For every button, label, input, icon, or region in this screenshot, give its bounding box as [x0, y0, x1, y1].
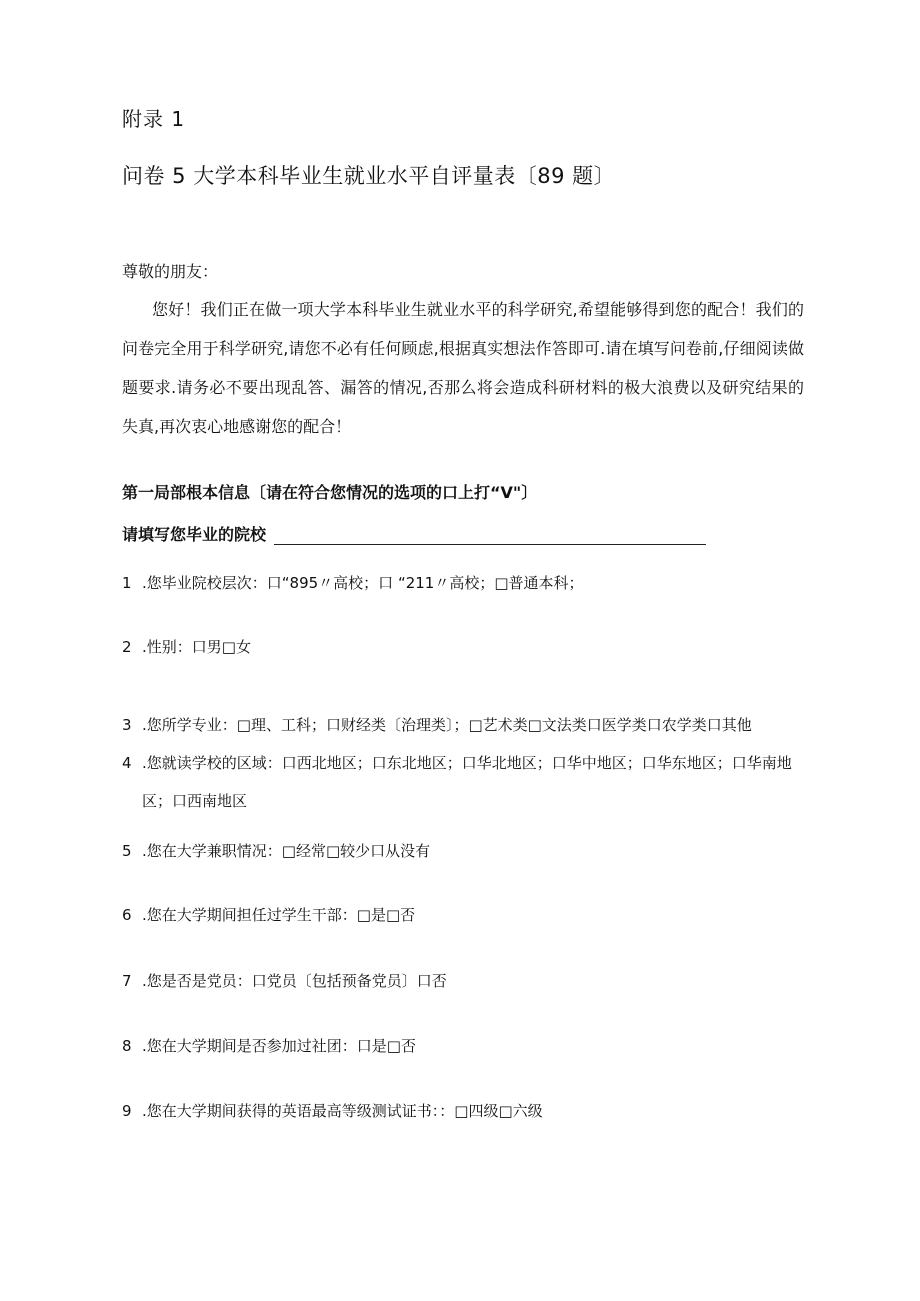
question-number: 9: [122, 1102, 132, 1120]
question-number: 5: [122, 842, 132, 860]
question-number: 1: [122, 574, 132, 592]
question-text: .您毕业院校层次：口“895〃高校；口 “211〃高校；□普通本科；: [142, 574, 584, 592]
question-6: [122, 896, 802, 934]
question-text: .您就读学校的区域：口西北地区；口东北地区；口华北地区；口华中地区；口华东地区；口华南地区；口西南地区: [142, 754, 792, 810]
question-text: .您在大学期间获得的英语最高等级测试证书：：□四级□六级: [142, 1102, 543, 1120]
school-input[interactable]: [274, 524, 706, 545]
question-7: [122, 962, 802, 1000]
greeting: 尊敬的朋友：: [122, 262, 219, 281]
section-title: 第一局部根本信息〔请在符合您情况的选项的口上打“V"〕: [122, 483, 538, 502]
question-1: [122, 564, 802, 602]
question-text: .您所学专业：□理、工科；口财经类〔治理类〕；□艺术类□文法类口医学类口农学类口其他: [142, 716, 752, 734]
question-text: .您是否是党员：口党员〔包括预备党员〕口否: [142, 972, 447, 990]
appendix-label: 附录 1: [122, 107, 186, 131]
question-4: [122, 744, 802, 820]
question-number: 6: [122, 906, 132, 924]
question-3: [122, 706, 802, 744]
question-text: .您在大学期间是否参加过社团：口是□否: [142, 1037, 416, 1055]
question-text: .您在大学兼职情况：□经常□较少口从没有: [142, 842, 431, 860]
question-5: [122, 832, 802, 870]
question-text: .性别：口男□女: [142, 638, 251, 656]
question-number: 2: [122, 638, 132, 656]
question-8: [122, 1027, 802, 1065]
question-9: [122, 1092, 802, 1130]
question-number: 7: [122, 972, 132, 990]
question-number: 4: [122, 754, 132, 772]
question-number: 8: [122, 1037, 132, 1055]
question-2: [122, 628, 802, 666]
school-field-row: [122, 521, 706, 545]
page-title: 问卷 5 大学本科毕业生就业水平自评量表〔89 题〕: [122, 164, 616, 188]
school-label: 请填写您毕业的院校: [122, 525, 267, 544]
intro-paragraph: 您好！我们正在做一项大学本科毕业生就业水平的科学研究,希望能够得到您的配合！我们的问卷完全用于科学研究,请您不必有任何顾虑,根据真实想法作答即可.请在填写问卷前,仔细阅读做题要求.请务必不要出现乱答、漏答的情况,否那么将会造成科研材料的极大浪费以及研究结果的失真,再次衷心地感谢您的配合！: [122, 300, 804, 436]
question-text: .您在大学期间担任过学生干部：□是□否: [142, 906, 416, 924]
question-number: 3: [122, 716, 132, 734]
